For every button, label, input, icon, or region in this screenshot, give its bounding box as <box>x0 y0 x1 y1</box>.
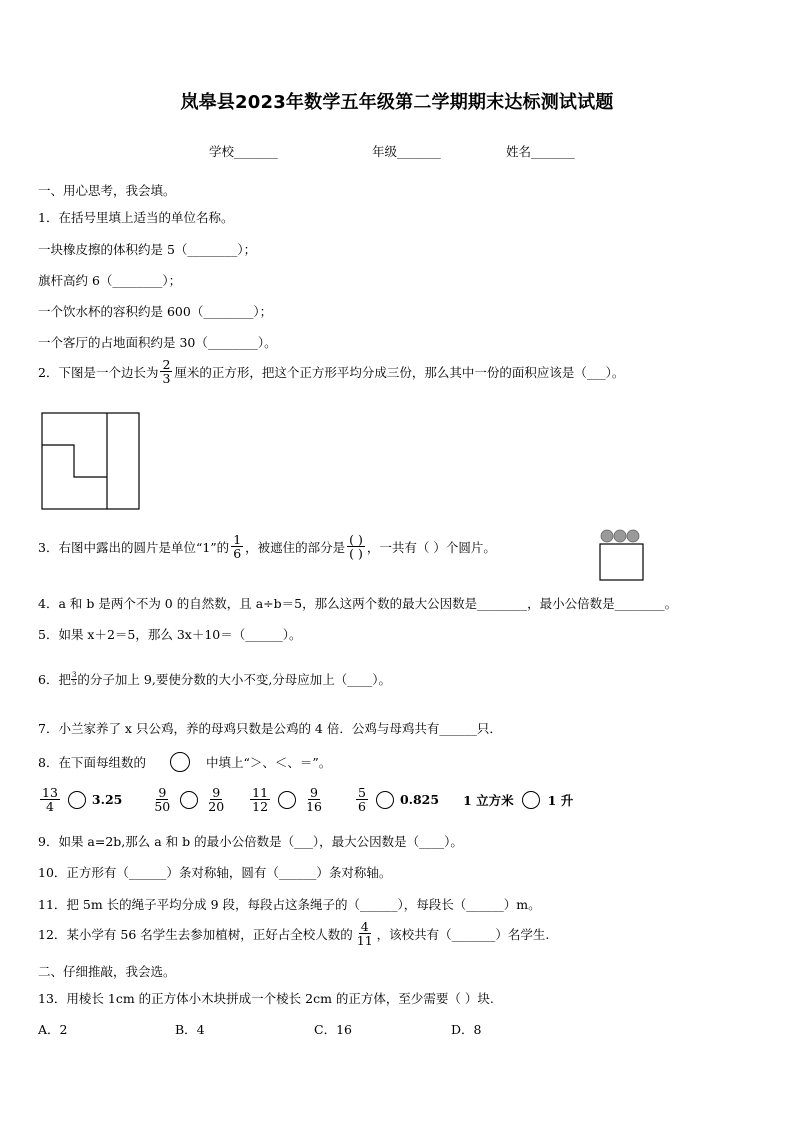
question-9: 9．如果 a=2b,那么 a 和 b 的最小公倍数是（___），最大公因数是（____）。 <box>38 834 463 849</box>
question-8-text-b: 中填上“＞、＜、＝”。 <box>205 755 332 770</box>
question-8 <box>38 752 331 772</box>
comparison-circle-5[interactable] <box>522 791 540 809</box>
question-12-text-b: ，该校共有（_______）名学生. <box>376 926 550 942</box>
fraction-numerator: 5 <box>357 785 366 800</box>
comparison-circle-4[interactable] <box>376 791 394 809</box>
fraction-denominator: 11 <box>356 933 373 949</box>
covered-circles-figure <box>599 528 645 582</box>
fraction-numerator: 9 <box>158 785 167 800</box>
question-10: 10．正方形有（______）条对称轴，圆有（______）条对称轴。 <box>38 865 392 880</box>
question-1-line-2: 旗杆高约 6（________）； <box>38 273 182 288</box>
question-2 <box>38 358 624 385</box>
fraction-denominator: 12 <box>252 799 269 815</box>
fraction-one-sixth <box>231 533 243 560</box>
value-3-25: 3.25 <box>91 792 123 808</box>
fraction-11-12 <box>250 786 270 813</box>
page-title: 岚皋县2023年数学五年级第二学期期末达标测试试题 <box>180 92 614 113</box>
question-8-text-a: 8．在下面每组数的 <box>38 755 146 770</box>
fraction-numerator: 2 <box>162 357 171 372</box>
question-13-stem: 13．用棱长 1cm 的正方体小木块拼成一个棱长 2cm 的正方体，至少需要（ ）块. <box>38 991 494 1006</box>
question-8-comparisons <box>38 786 573 813</box>
fraction-numerator: ( ) <box>349 532 363 547</box>
fraction-9-16 <box>304 786 324 813</box>
fraction-denominator: 50 <box>154 799 171 815</box>
comparison-circle-1[interactable] <box>68 791 86 809</box>
question-7: 7．小兰家养了 x 只公鸡，养的母鸡只数是公鸡的 4 倍．公鸡与母鸡共有______只． <box>38 721 502 736</box>
fraction-4-11 <box>355 920 375 947</box>
question-1-line-4: 一个客厅的占地面积约是 30（________）。 <box>38 335 277 350</box>
fraction-numerator: 3 <box>71 670 77 679</box>
fraction-denominator: 3 <box>162 371 171 387</box>
square-divided-figure <box>41 412 141 510</box>
fraction-13-4 <box>40 786 60 813</box>
option-c[interactable]: C．16 <box>314 1022 352 1037</box>
question-11: 11．把 5m 长的绳子平均分成 9 段，每段占这条绳子的（______），每段长（______）m。 <box>38 897 541 912</box>
question-6 <box>38 670 391 688</box>
comparison-circle-3[interactable] <box>278 791 296 809</box>
question-3 <box>38 533 496 560</box>
question-5: 5．如果 x＋2＝5，那么 3x＋10＝（______）。 <box>38 627 302 642</box>
question-1-line-3: 一个饮水杯的容积约是 600（________）； <box>38 304 273 319</box>
question-3-text-b: ，被遮住的部分是 <box>245 539 346 555</box>
value-0-825: 0.825 <box>399 792 440 808</box>
fraction-denominator: 6 <box>357 799 366 815</box>
question-1-line-1: 一块橡皮擦的体积约是 5（________）； <box>38 242 257 257</box>
fraction-numerator: 11 <box>252 785 269 800</box>
grade-field: 年级_______ <box>372 144 441 159</box>
option-b[interactable]: B．4 <box>175 1022 205 1037</box>
question-2-text-a: 2．下图是一个边长为 <box>38 364 159 380</box>
question-3-text-c: ，一共有（ ）个圆片。 <box>366 539 496 555</box>
comparison-circle-2[interactable] <box>180 791 198 809</box>
name-field: 姓名_______ <box>506 144 575 159</box>
question-12-text-a: 12．某小学有 56 名学生去参加植树，正好占全校人数的 <box>38 926 353 942</box>
fraction-denominator: 4 <box>45 799 54 815</box>
value-1-liter: 1 升 <box>547 792 574 808</box>
value-1-cubic-meter: 1 立方米 <box>463 792 514 808</box>
fraction-numerator: 1 <box>233 532 242 547</box>
option-d[interactable]: D．8 <box>451 1022 482 1037</box>
fraction-denominator: 16 <box>306 799 322 815</box>
question-3-text-a: 3．右图中露出的圆片是单位“1”的 <box>38 539 230 555</box>
question-6-text-a: 6．把 <box>38 672 71 687</box>
question-2-text-b: 厘米的正方形，把这个正方形平均分成三份，那么其中一份的面积应该是（___）。 <box>174 364 625 380</box>
fraction-denominator: 6 <box>233 546 242 562</box>
question-6-text-b: 的分子加上 9,要使分数的大小不变,分母应加上（____）。 <box>77 672 392 687</box>
question-4: 4．a 和 b 是两个不为 0 的自然数，且 a÷b＝5，那么这两个数的最大公因数是________，最小公倍数是________。 <box>38 596 678 611</box>
fraction-numerator: 9 <box>310 785 318 800</box>
fraction-9-20 <box>206 786 226 813</box>
fraction-denominator: ( ) <box>349 546 363 562</box>
fraction-9-50 <box>152 786 172 813</box>
option-a[interactable]: A．2 <box>38 1022 68 1037</box>
comparison-circle <box>170 752 190 772</box>
fraction-numerator: 13 <box>42 785 58 800</box>
fraction-two-thirds <box>160 358 172 385</box>
fraction-numerator: 4 <box>360 919 369 934</box>
fraction-denominator: 5 <box>71 678 77 687</box>
blank-fraction <box>347 533 365 560</box>
school-field: 学校_______ <box>209 144 278 159</box>
question-12 <box>38 920 549 947</box>
fraction-numerator: 9 <box>212 785 221 800</box>
fraction-denominator: 20 <box>208 799 225 815</box>
fraction-5-6 <box>356 786 368 813</box>
section-1-heading: 一、用心思考，我会填。 <box>38 183 176 198</box>
question-1-stem: 1．在括号里填上适当的单位名称。 <box>38 210 234 225</box>
section-2-heading: 二、仔细推敲，我会选。 <box>38 964 176 979</box>
